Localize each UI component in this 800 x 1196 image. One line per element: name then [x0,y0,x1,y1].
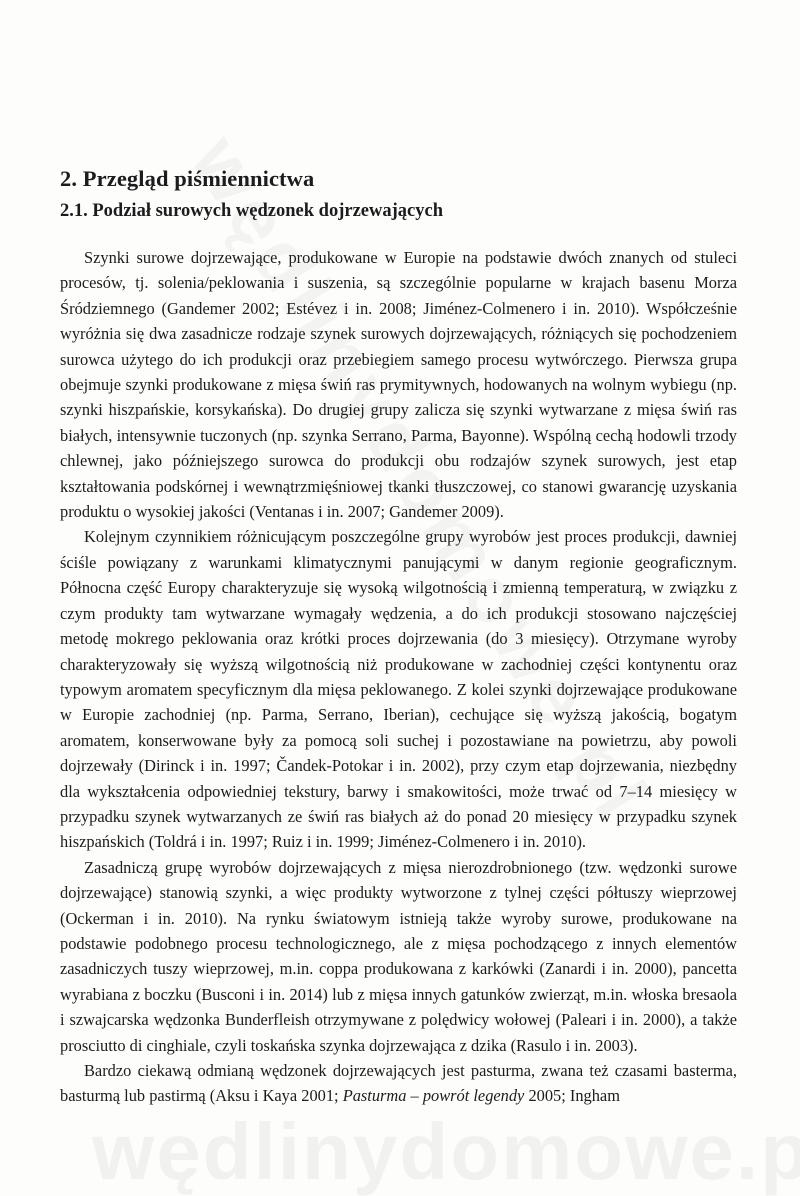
subsection-heading: 2.1. Podział surowych wędzonek dojrzewających [60,201,443,221]
body-text [60,245,737,1109]
section-heading: 2. Przegląd piśmiennictwa [60,166,315,191]
paragraph-4-italic-title: Pasturma – powrót legendy [342,1086,525,1106]
watermark-bottom [92,1106,732,1196]
paragraph-3: Zasadniczą grupę wyrobów dojrzewających z mięsa nierozdrobnionego (tzw. wędzonki surowe dojrzewające) stanowią szynki, a więc produkty wytworzone z tylnej części półtuszy wieprzowej (Ockerman i in. 2010). Na rynku światowym istnieją także wyroby surowe, produkowane na podstawie podobnego procesu technologicznego, ale z mięsa pochodzącego z innych elementów zasadniczych tuszy wieprzowej, m.in. coppa produkowana z karkówki (Zanardi i in. 2000), pancetta wyrabiana z boczku (Busconi i in. 2014) lub z mięsa innych gatunków zwierząt, m.in. włoska bresaola i szwajcarska wędzonka Bunderfleish otrzymywane z polędwicy wołowej (Paleari i in. 2000), a także prosciutto di cinghiale, czyli toskańska szynka dojrzewająca z dzika (Rasulo i in. 2003). [60,857,737,1055]
paragraph-2: Kolejnym czynnikiem różnicującym poszczególne grupy wyrobów jest proces produkcji, dawniej ściśle powiązany z warunkami klimatycznymi panującymi w danym regionie geograficznym. Północna część Europy charakteryzuje się wysoką wilgotnością i zmienną temperaturą, w związku z czym produkty tam wytwarzane wymagały wędzenia, a do ich produkcji stosowano najczęściej metodę mokrego peklowania oraz krótki proces dojrzewania (do 3 miesięcy). Otrzymane wyroby charakteryzowały się wyższą wilgotnością niż produkowane w zachodniej części kontynentu oraz typowym aromatem specyficznym dla mięsa peklowanego. Z kolei szynki dojrzewające produkowane w Europie zachodniej (np. Parma, Serrano, Iberian), cechujące się wyższą jakością, bogatym aromatem, konserwowane były za pomocą soli suchej i pozostawiane na powietrzu, aby powoli dojrzewały (Dirinck i in. 1997; Čandek-Potokar i in. 2002), przy czym etap dojrzewania, niezbędny dla wykształcenia odpowiedniej tekstury, barwy i smakowitości, może trwać od 7–14 miesięcy w przypadku szynek wytwarzanych ze świń ras białych aż do ponad 20 miesięcy w przypadku szynek hiszpańskich (Toldrá i in. 1997; Ruiz i in. 1999; Jiménez-Colmenero i in. 2010). [60,527,737,852]
paragraph-4-text-b: 2005; Ingham [524,1086,620,1106]
paragraph-4 [60,1058,737,1109]
paragraph-4-text-a: Bardzo ciekawą odmianą wędzonek dojrzewających jest pasturma, zwana też czasami basterma, basturmą lub pastirmą (Aksu i Kaya 2001; [60,1061,737,1106]
paragraph-1: Szynki surowe dojrzewające, produkowane w Europie na podstawie dwóch znanych od stuleci procesów, tj. solenia/peklowania i suszenia, są szczególnie popularne w krajach basenu Morza Śródziemnego (Gandemer 2002; Estévez i in. 2008; Jiménez-Colmenero i in. 2010). Współcześnie wyróżnia się dwa zasadnicze rodzaje szynek surowych dojrzewających, różniących się pochodzeniem surowca użytego do ich produkcji oraz przebiegiem samego procesu wytwórczego. Pierwsza grupa obejmuje szynki produkowane z mięsa świń ras prymitywnych, hodowanych na wolnym wybiegu (np. szynki hiszpańskie, korsykańska). Do drugiej grupy zalicza się szynki wytwarzane z mięsa świń ras białych, intensywnie tuczonych (np. szynka Serrano, Parma, Bayonne). Wspólną cechą hodowli trzody chlewnej, jako późniejszego surowca do produkcji obu rodzajów szynek surowych, jest etap kształtowania podskórnej i wewnątrzmięśniowej tkanki tłuszczowej, co stanowi gwarancję uzyskania produktu o wysokiej jakości (Ventanas i in. 2007; Gandemer 2009). [60,248,737,522]
